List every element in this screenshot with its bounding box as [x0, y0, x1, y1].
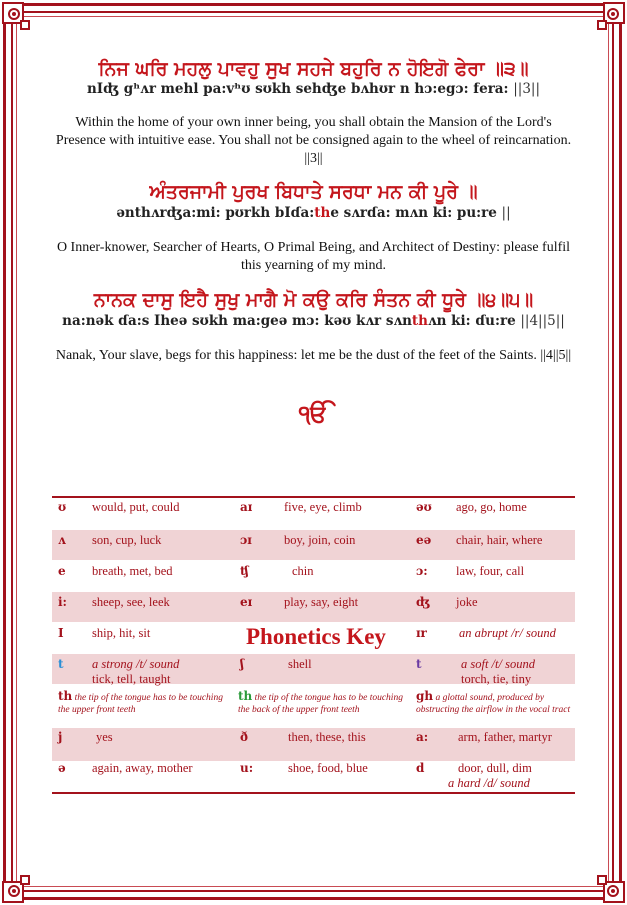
key-row-9-col-1-example: again, away, mother [92, 761, 193, 775]
key-row-3-col-3-example: law, four, call [456, 564, 525, 578]
verse-1-translation: Within the home of your own inner being, you shall obtain the Mansion of the Lord's Presence with intuitive ease. You shall not be consigned again to the wheel of reincarnation. ||3|| [55, 115, 572, 166]
key-row-7-col-1: th the tip of the tongue has to be touching the upper front teeth [58, 689, 223, 715]
key-row-1-col-2-example: five, eye, climb [284, 500, 362, 514]
key-row-7-col-3: gh a glottal sound, produced by obstructing the airflow in the vocal tract [416, 689, 571, 715]
corner-ornament-bottom-right [595, 873, 625, 903]
corner-ornament-bottom-left [2, 873, 32, 903]
verse-3-translation: Nanak, Your slave, begs for this happiness: let me be the dust of the feet of the Saints. ||4||5|| [55, 348, 572, 363]
key-row-6-col-3: t [416, 657, 422, 671]
verse-1-transliteration: nIʤ gʰʌr mehl pa:vʰʊ sʊkh sehʤe bʌhʊr n hɔ:egɔ: fera: ||3|| [86, 81, 541, 97]
key-row-2-col-2-example: boy, join, coin [284, 533, 356, 547]
key-row-1-col-3-example: ago, go, home [456, 500, 527, 514]
key-row-5-col-1-example: ship, hit, sit [92, 626, 151, 640]
key-row-6-col-2-example: shell [288, 657, 312, 671]
key-row-4-col-2: eɪ [240, 595, 253, 609]
key-row-3-col-2-example: chin [292, 564, 314, 578]
key-row-9-col-1: ə [58, 761, 66, 775]
key-row-1-col-1-example: would, put, could [92, 500, 180, 514]
table-bottom-rule [52, 792, 575, 794]
key-row-4-col-2-example: play, say, eight [284, 595, 359, 609]
verse-2-transliteration: ənthʌrʤa:mi: pʊrkh bIɗa:the sʌrɗa: mʌn ki: pu:re || [116, 205, 511, 221]
key-row-3-col-1-example: breath, met, bed [92, 564, 173, 578]
key-row-1-col-2: aɪ [240, 500, 253, 514]
corner-ornament-top-left [2, 2, 32, 32]
ik-onkar-symbol: ੴ [298, 400, 329, 428]
key-row-4-col-3-example: joke [456, 595, 478, 609]
key-row-9-col-3: d [416, 761, 425, 775]
key-row-8-col-2: ð [240, 730, 249, 744]
key-row-2-col-3: eə [416, 533, 432, 547]
key-row-4-col-3: ʤ [416, 595, 431, 609]
key-row-4-col-1-example: sheep, see, leek [92, 595, 170, 609]
key-row-8-col-3-example: arm, father, martyr [458, 730, 552, 744]
table-top-rule [52, 496, 575, 498]
key-row-4-col-1: i: [58, 595, 67, 609]
key-row-2-col-1: ʌ [58, 533, 66, 547]
phonetics-key-title: Phonetics Key [246, 624, 386, 649]
key-row-2-col-3-example: chair, hair, where [456, 533, 543, 547]
verse-1-gurmukhi: ਨਿਜ ਘਰਿ ਮਹਲੁ ਪਾਵਹੁ ਸੁਖ ਸਹਜੇ ਬਹੁਰਿ ਨ ਹੋਇਗੋ ਫੇਰਾ ॥੩॥ [98, 58, 529, 80]
key-row-8-col-3: a: [416, 730, 429, 744]
key-row-6-col-1: t [58, 657, 64, 671]
key-row-9-col-2-example: shoe, food, blue [288, 761, 368, 775]
verse-3-transliteration: na:nək ɗa:s Iheə sʊkh ma:geə mɔ: kəʊ kʌr sʌnthʌn ki: ɗu:re ||4||5|| [62, 313, 565, 329]
key-row-5-col-1: I [58, 626, 64, 640]
key-row-1-col-3: əʊ [416, 500, 432, 514]
key-row-3-col-2: ʧ [240, 564, 249, 578]
verse-3-gurmukhi: ਨਾਨਕ ਦਾਸੁ ਇਹੈ ਸੁਖੁ ਮਾਗੈ ਮੋ ਕਉ ਕਰਿ ਸੰਤਨ ਕੀ ਧੂਰੇ ॥੪॥੫॥ [93, 289, 534, 311]
key-row-2-col-2: ɔɪ [240, 533, 252, 547]
key-row-3-col-1: e [58, 564, 66, 578]
key-row-9-col-2: u: [240, 761, 254, 775]
key-row-2-col-1-example: son, cup, luck [92, 533, 162, 547]
key-row-5-col-3: ɪr [416, 626, 427, 640]
key-row-1-col-1: ʊ [58, 500, 67, 514]
key-row-8-col-1: j [58, 730, 63, 744]
key-row-7-col-2: th the tip of the tongue has to be touching the back of the upper front teeth [238, 689, 403, 715]
key-row-6-col-1-example: a strong /t/ sound tick, tell, taught [92, 657, 180, 686]
corner-ornament-top-right [595, 2, 625, 32]
key-row-8-col-1-example: yes [96, 730, 113, 744]
key-row-9-col-3-example: door, dull, dim a hard /d/ sound [448, 761, 532, 790]
key-row-5-col-3-example: an abrupt /r/ sound [459, 626, 556, 640]
phonetics-key-table [52, 496, 575, 794]
verse-2-translation: O Inner-knower, Searcher of Hearts, O Primal Being, and Architect of Destiny: please fulfil this yearning of my mind. [56, 240, 571, 273]
key-row-6-col-3-example: a soft /t/ sound torch, tie, tiny [461, 657, 535, 686]
key-row-8-col-2-example: then, these, this [288, 730, 366, 744]
key-row-6-col-2: ʃ [240, 657, 244, 671]
key-row-3-col-3: ɔ: [416, 564, 428, 578]
verse-2-gurmukhi: ਅੰਤਰਜਾਮੀ ਪੁਰਖ ਬਿਧਾਤੇ ਸਰਧਾ ਮਨ ਕੀ ਪੂਰੇ ॥ [149, 181, 478, 203]
